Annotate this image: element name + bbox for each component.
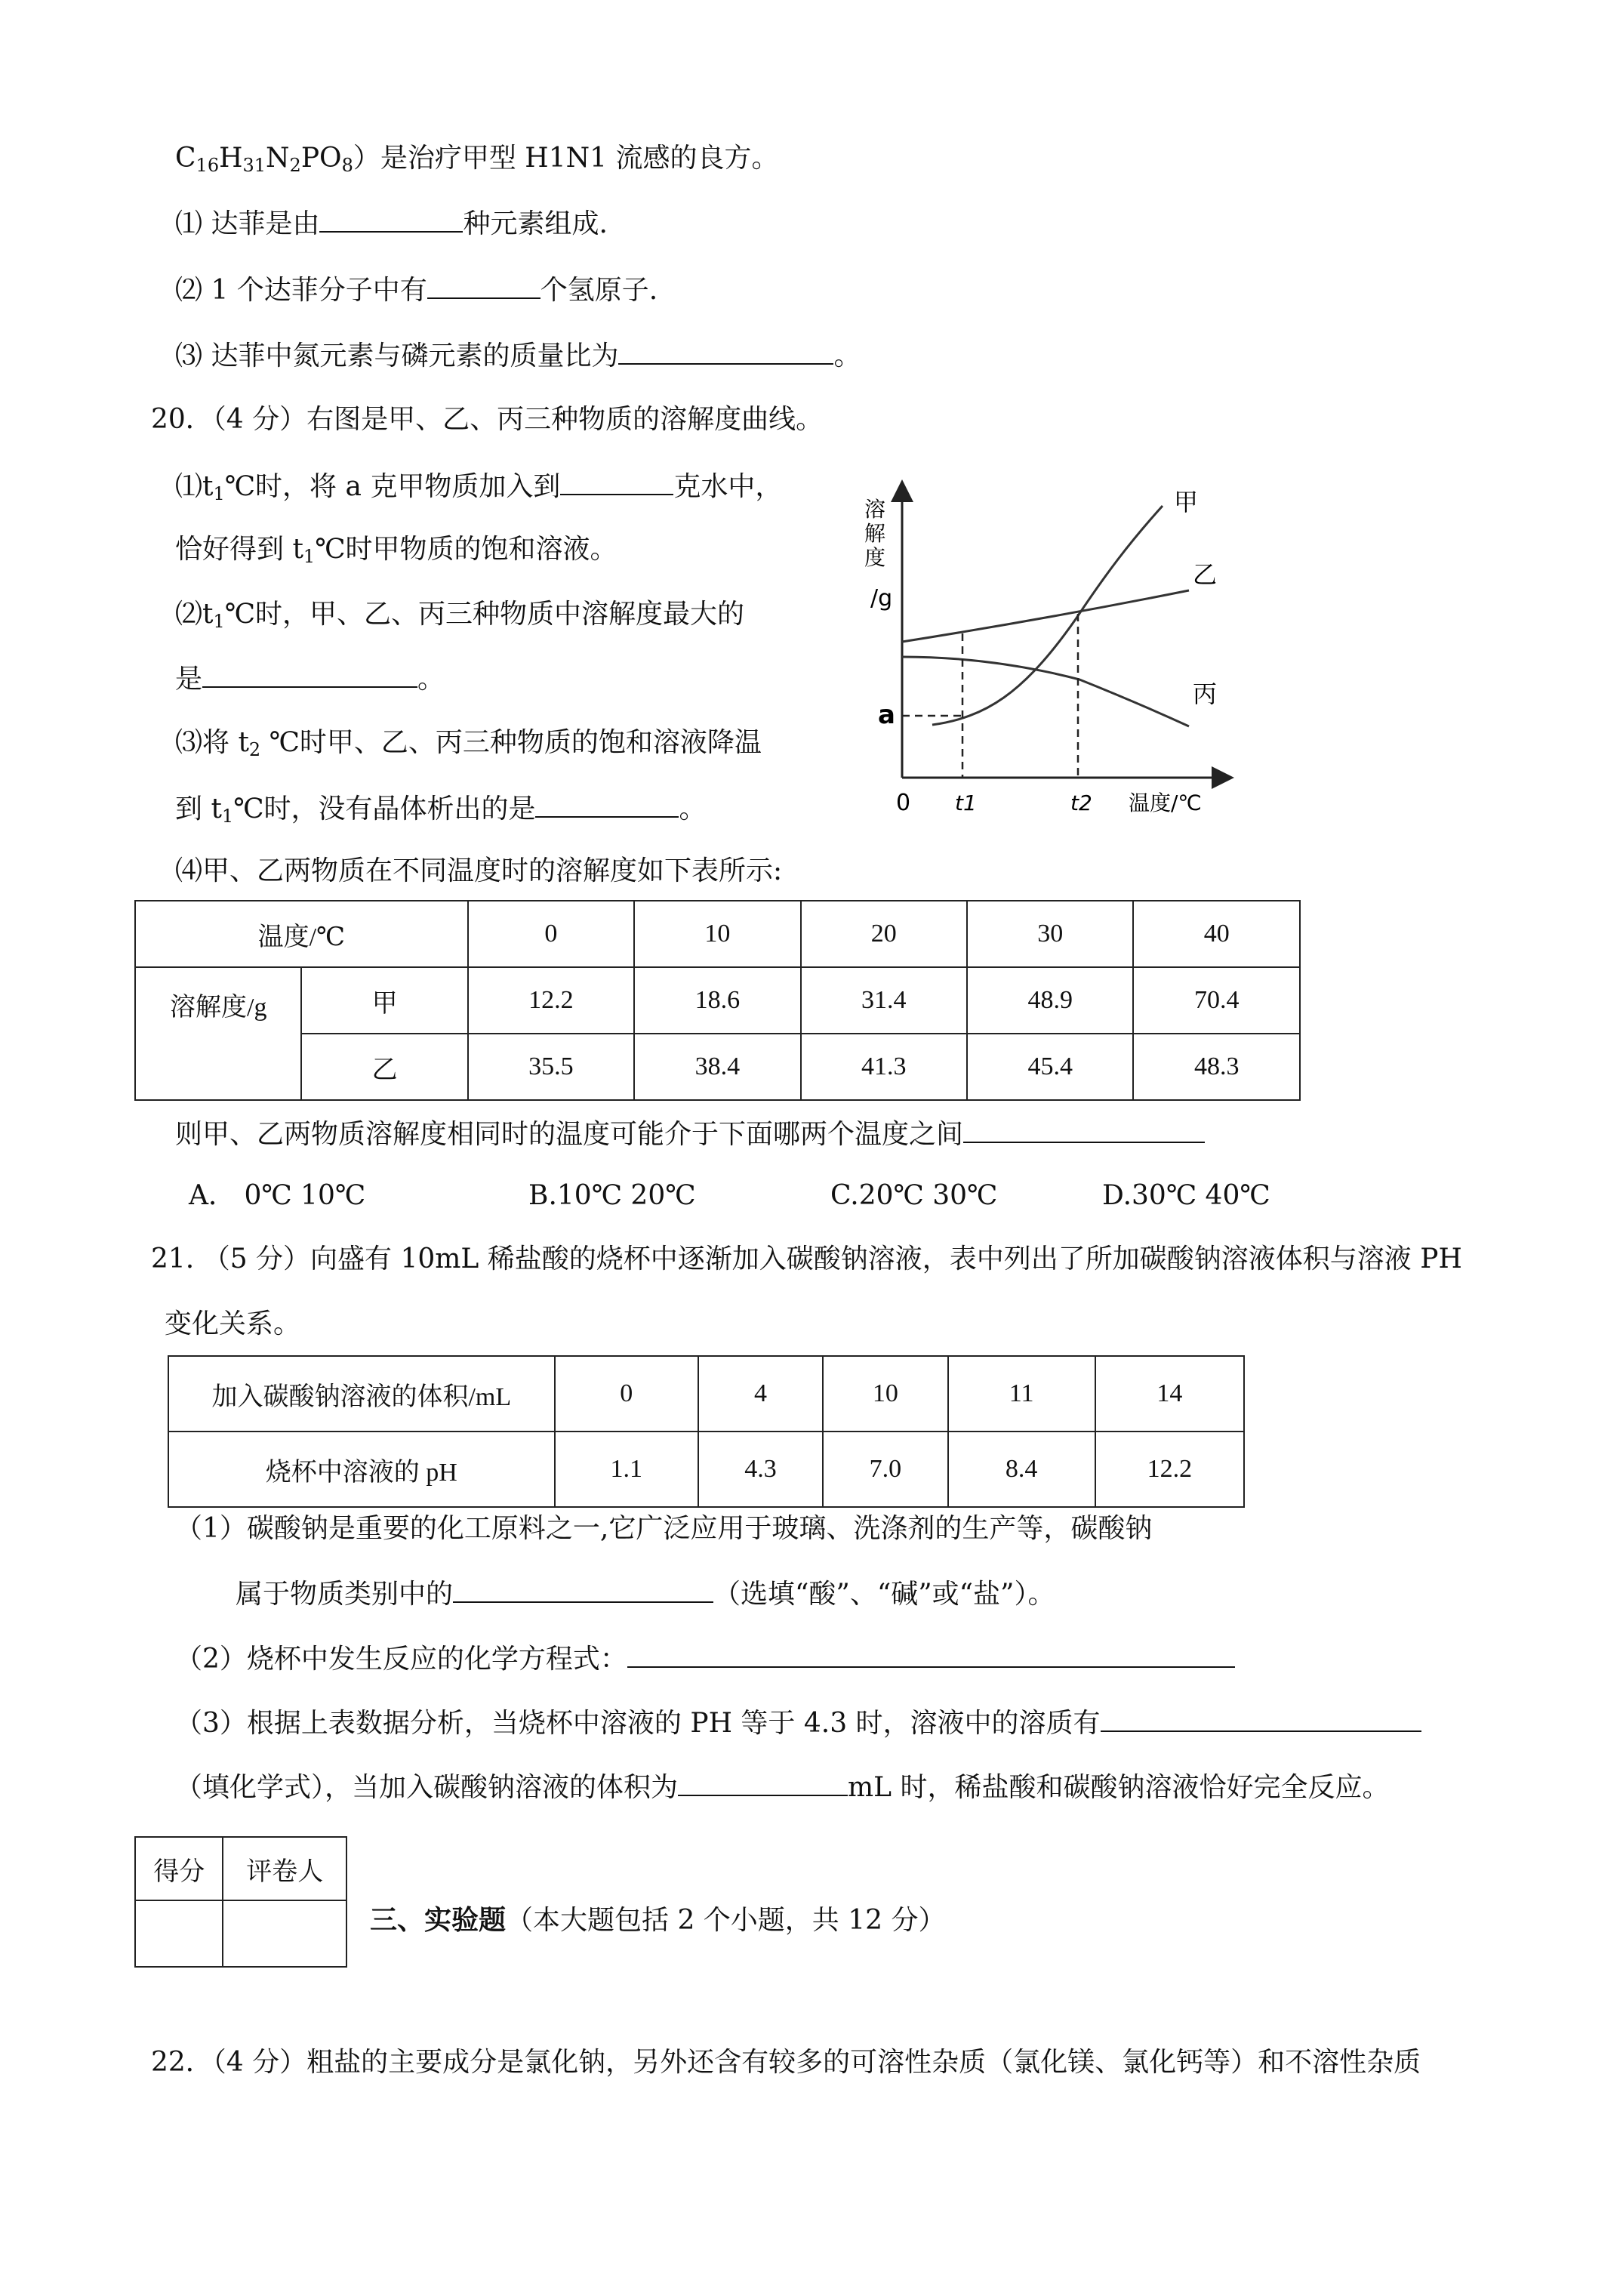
table-cell: 40 [1133,901,1300,967]
table-cell: 14 [1095,1356,1244,1432]
score-field[interactable] [135,1900,223,1967]
solubility-table [134,900,1301,1101]
table-cell: 8.4 [948,1432,1095,1507]
x-label: 温度/℃ [1129,791,1202,815]
series-label-jia: 甲 [1174,488,1199,516]
origin-label: 0 [896,790,911,816]
table-row-label: 溶解度/g [135,967,301,1100]
table-row [135,1837,346,1900]
q19-formula-text: ）是治疗甲型 H1N1 流感的良方。 [353,143,779,174]
q20-part3-line2: 到 $t_1℃$时，没有晶体析出的是 。 [175,791,707,825]
table-cell: 45.4 [967,1034,1133,1100]
q20-part2-line1: $⑵t_1℃$时，甲、乙、丙三种物质中溶解度最大的 [175,599,745,632]
table-cell: 18.6 [634,967,800,1034]
table-row [135,967,1300,1034]
option-b[interactable]: B.10℃ 20℃ [528,1180,696,1211]
q20-part2-line2: 是 。 [175,661,445,695]
option-c[interactable]: C.20℃ 30℃ [830,1180,998,1211]
table-cell: 0 [468,901,634,967]
t1-label: t1 [955,791,977,815]
table-cell: 12.2 [468,967,634,1034]
table-row [168,1432,1244,1507]
table-row [135,1900,346,1967]
q21-part3-line2: （填化学式），当加入碳酸钠溶液的体积为 mL 时，稀盐酸和碳酸钠溶液恰好完全反应。 [175,1769,1390,1804]
q20-part1-line1: $⑴t_1℃$时，将 a 克甲物质加入到 克水中， [175,468,782,503]
q22-stem: 22．（4 分）粗盐的主要成分是氯化钠，另外还含有较多的可溶性杂质（氯化镁、氯化钙等）和不溶性杂质 [151,2047,1421,2078]
q19-part1: ⑴ 达菲是由 种元素组成. [175,205,608,240]
q20-part4: ⑷甲、乙两物质在不同温度时的溶解度如下表所示: [175,855,783,886]
option-a[interactable]: A． 0℃ 10℃ [189,1180,366,1211]
q21-stem-line1: 21. （5 分）向盛有 10mL 稀盐酸的烧杯中逐渐加入碳酸钠溶液，表中列出了所加碳酸钠溶液体积与溶液 PH [151,1244,1462,1274]
answer-blank[interactable] [535,791,679,818]
q19-part3: ⑶ 达菲中氮元素与磷元素的质量比为 。 [175,337,861,372]
table-cell: 乙 [301,1034,467,1100]
table-cell: 甲 [301,967,467,1034]
a-label: a [878,700,895,730]
table-cell: 70.4 [1133,967,1300,1034]
table-cell: 12.2 [1095,1432,1244,1507]
table-cell: 10 [634,901,800,967]
table-cell: 20 [801,901,967,967]
answer-blank[interactable] [1101,1705,1421,1732]
grader-label: 评卷人 [223,1837,346,1900]
score-box [134,1836,347,1968]
ph-table [168,1355,1245,1508]
answer-blank[interactable] [427,272,540,299]
q20-ask: 则甲、乙两物质溶解度相同时的温度可能介于下面哪两个温度之间 [175,1116,1205,1151]
table-cell: 4 [698,1356,823,1432]
y-unit: /g [870,585,893,612]
series-label-yi: 乙 [1193,560,1218,589]
table-row [135,1034,1300,1100]
curve-jia [932,506,1163,725]
score-label: 得分 [135,1837,223,1900]
answer-blank[interactable] [319,205,463,233]
section3-title: 三、实验题（本大题包括 2 个小题，共 12 分） [370,1904,946,1936]
q21-part1-line2: 属于物质类别中的 （选填“酸”、“碱”或“盐”）。 [236,1576,1055,1610]
answer-blank[interactable] [627,1641,1235,1668]
answer-blank[interactable] [678,1769,848,1796]
table-header-label: 温度/℃ [135,901,468,967]
q20-part1-line2: 恰好得到 $t_1℃$时甲物质的饱和溶液。 [175,534,617,567]
q19-formula-line: $C_{16}H_{31}N_2PO_8$）是治疗甲型 H1N1 流感的良方。 [175,143,779,176]
table-row [135,901,1300,967]
table-row-label: 烧杯中溶液的 pH [168,1432,555,1507]
table-cell: 31.4 [801,967,967,1034]
answer-blank[interactable] [618,337,833,365]
table-cell: 11 [948,1356,1095,1432]
q21-part3-line1: （3）根据上表数据分析，当烧杯中溶液的 PH 等于 4.3 时，溶液中的溶质有 [175,1705,1421,1740]
y-label-3: 度 [864,545,886,570]
answer-blank[interactable] [453,1576,713,1603]
table-cell: 38.4 [634,1034,800,1100]
q21-part2: （2）烧杯中发生反应的化学方程式： [175,1641,1235,1675]
table-cell: 10 [823,1356,947,1432]
q19-part2: ⑵ 1 个达菲分子中有 个氢原子. [175,272,658,307]
y-label-1: 溶 [864,497,886,522]
table-row-label: 加入碳酸钠溶液的体积/mL [168,1356,555,1432]
table-cell: 48.9 [967,967,1133,1034]
q21-stem-line2: 变化关系。 [165,1308,301,1339]
table-row [168,1356,1244,1432]
solubility-curve-graph [857,476,1249,823]
answer-blank[interactable] [202,661,417,688]
table-cell: 7.0 [823,1432,947,1507]
table-cell: 48.3 [1133,1034,1300,1100]
y-label-2: 解 [864,521,886,546]
series-label-bing: 丙 [1193,680,1218,708]
q20-part3-line1: ⑶将 $t_2$ ℃时甲、乙、丙三种物质的饱和溶液降温 [175,727,762,760]
t2-label: t2 [1070,791,1092,815]
q21-part1-line1: （1）碳酸钠是重要的化工原料之一,它广泛应用于玻璃、洗涤剂的生产等，碳酸钠 [175,1513,1153,1544]
answer-blank[interactable] [963,1116,1205,1143]
table-cell: 4.3 [698,1432,823,1507]
table-cell: 0 [555,1356,698,1432]
option-d[interactable]: D.30℃ 40℃ [1102,1180,1270,1211]
table-cell: 41.3 [801,1034,967,1100]
answer-blank[interactable] [560,468,673,495]
q20-stem: 20．（4 分）右图是甲、乙、丙三种物质的溶解度曲线。 [151,404,824,435]
table-cell: 35.5 [468,1034,634,1100]
table-cell: 30 [967,901,1133,967]
grader-field[interactable] [223,1900,346,1967]
table-cell: 1.1 [555,1432,698,1507]
curve-yi [902,590,1189,642]
